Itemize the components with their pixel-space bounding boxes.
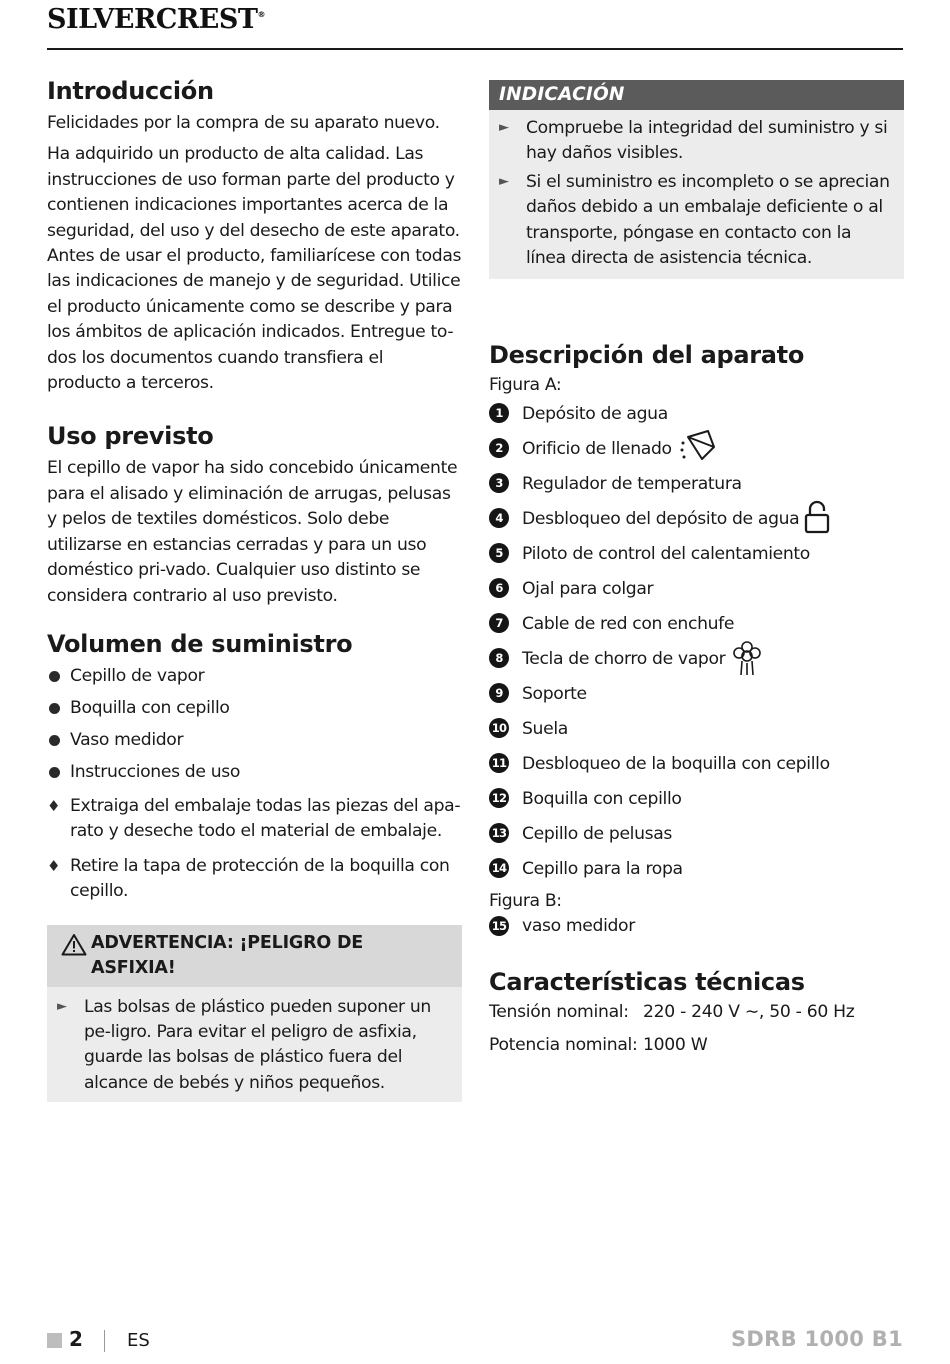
warning-icon (61, 931, 91, 981)
list-item: 2 Orificio de llenado (489, 434, 904, 469)
descripcion-title: Descripción del aparato (489, 341, 805, 370)
list-item: 12 Boquilla con cepillo (489, 784, 904, 819)
arrow-icon: ► (499, 173, 509, 189)
list-item: 13 Cepillo de pelusas (489, 819, 904, 854)
list-item: ♦ Extraiga del embalaje todas las piezas del apa-rato y deseche todo el material de embalaje. (47, 795, 461, 842)
brand-logo: SILVERCREST® (47, 4, 265, 35)
fill-cup-icon (678, 429, 718, 473)
list-item: 5 Piloto de control del calentamiento (489, 539, 904, 574)
list-item: Vaso medidor (47, 724, 462, 756)
language-code: ES (127, 1330, 150, 1351)
list-item: 15 vaso medidor (489, 914, 904, 944)
supply-list (47, 660, 462, 788)
note-header: INDICACIÓN (489, 80, 904, 110)
list-item: 6 Ojal para colgar (489, 574, 904, 609)
list-item: 1 Depósito de agua (489, 399, 904, 434)
list-item: Boquilla con cepillo (47, 692, 462, 724)
list-item: 10 Suela (489, 714, 904, 749)
spec-row: Tensión nominal: 220 - 240 V ∼, 50 - 60 Hz (489, 1002, 855, 1023)
parts-b-list (489, 914, 904, 944)
spec-row: Potencia nominal: 1000 W (489, 1035, 708, 1056)
footer-divider (104, 1330, 105, 1352)
list-item: Instrucciones de uso (47, 756, 462, 788)
right-column (489, 80, 904, 1062)
list-item: 7 Cable de red con enchufe (489, 609, 904, 644)
figure-b-label: Figura B: (489, 890, 562, 911)
uso-title: Uso previsto (47, 422, 214, 451)
note-box (489, 80, 904, 279)
arrow-icon: ► (57, 998, 67, 1014)
list-item: ♦ Retire la tapa de protección de la boquilla con cepillo. (47, 855, 450, 902)
parts-list (489, 399, 904, 889)
list-item: 4 Desbloqueo del depósito de agua (489, 504, 904, 539)
list-item: ► Las bolsas de plástico pueden suponer un pe-ligro. Para evitar el peligro de asfixia, guarde las bolsas de plástico fuera del alcance de bebés y niños pequeños. (57, 995, 452, 1097)
list-item: ► Compruebe la integridad del suministro y si hay daños visibles. (499, 116, 894, 167)
diamond-icon: ♦ (47, 796, 61, 815)
intro-p2: Ha adquirido un producto de alta calidad. Las instrucciones de uso forman parte del producto y contienen indicaciones importantes acerca de la seguridad, del uso y del desecho de este aparato. Antes de usar el producto, familiarícese con todas las indicaciones de manejo y de seguridad. Utilice el producto únicamente como se describe y para los ámbitos de aplicación indicados. Entregue to-dos los documentos cuando transfiera el producto a terceros. (47, 144, 462, 394)
left-column (47, 72, 462, 1102)
volumen-title: Volumen de suministro (47, 629, 353, 658)
step-list (47, 794, 462, 905)
arrow-icon: ► (499, 120, 509, 135)
specs-title: Características técnicas (489, 968, 805, 997)
note-list (499, 116, 894, 271)
warning-box (47, 925, 462, 1103)
page-footer (47, 1328, 903, 1358)
warning-title: ADVERTENCIA: ¡PELIGRO DE ASFIXIA! (91, 932, 364, 978)
list-item: 8 Tecla de chorro de vapor (489, 644, 904, 679)
list-item: 11 Desbloqueo de la boquilla con cepillo (489, 749, 904, 784)
list-item: 14 Cepillo para la ropa (489, 854, 904, 889)
warning-header (47, 925, 462, 987)
list-item: 3 Regulador de temperatura (489, 469, 904, 504)
uso-text: El cepillo de vapor ha sido concebido únicamente para el alisado y eliminación de arrugas, pelusas y pelos de textiles domésticos. Solo debe utilizarse en estancias cerradas y para un uso doméstico pri-vado. Cualquier uso distinto se considera contrario al uso previsto. (47, 458, 458, 606)
model-number: SDRB 1000 B1 (730, 1327, 903, 1351)
header-rule (47, 48, 903, 50)
figure-a-label: Figura A: (489, 375, 562, 396)
warning-list (57, 995, 452, 1097)
diamond-icon: ♦ (47, 856, 61, 875)
list-item: ► Si el suministro es incompleto o se aprecian daños debido a un embalaje deficiente o al transporte, póngase en contacto con la línea directa de asistencia técnica. (499, 170, 894, 272)
list-item: Cepillo de vapor (47, 660, 462, 692)
intro-p1: Felicidades por la compra de su aparato nuevo. (47, 113, 440, 133)
intro-title: Introducción (47, 77, 214, 105)
list-item: 9 Soporte (489, 679, 904, 714)
page-number: 2 (69, 1327, 83, 1351)
footer-square-icon (47, 1333, 62, 1348)
